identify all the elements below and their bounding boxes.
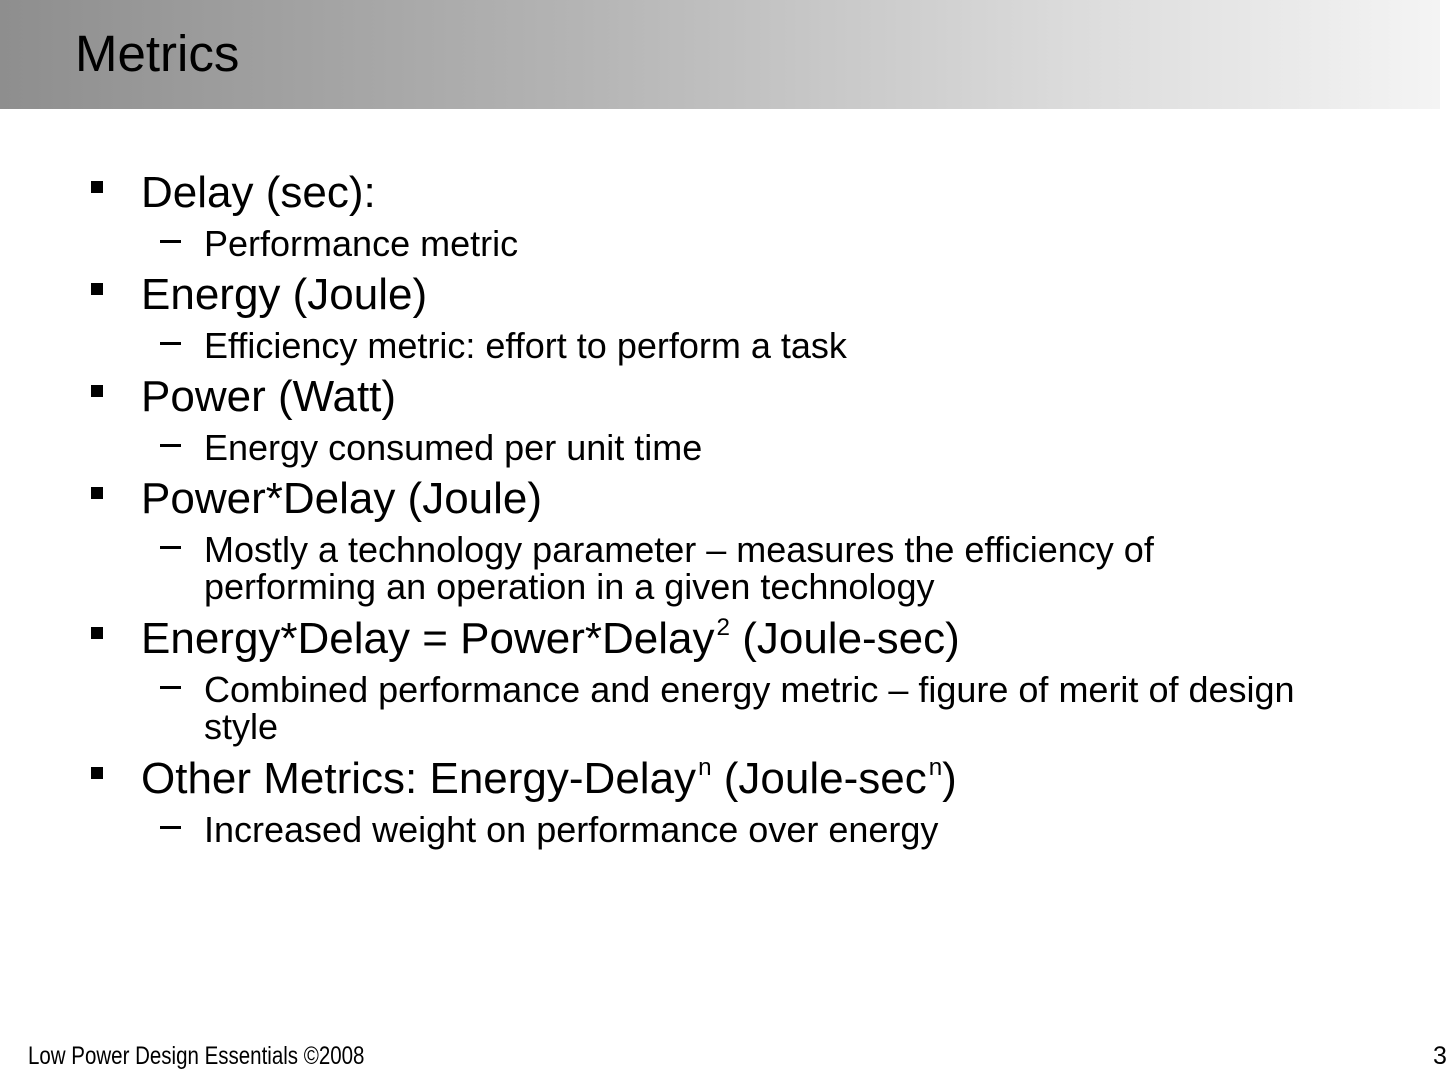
dash-bullet-icon bbox=[160, 546, 181, 549]
bullet-item: Power (Watt) bbox=[141, 372, 397, 421]
slide-title: Metrics bbox=[75, 25, 240, 82]
footer-text: Low Power Design Essentials ©2008 bbox=[28, 1042, 365, 1070]
bullet-text: ) bbox=[942, 754, 957, 803]
bullet-item bbox=[141, 753, 957, 803]
sub-bullet-item: Performance metric bbox=[204, 223, 519, 264]
dash-bullet-icon bbox=[160, 240, 181, 243]
sub-bullet-item: Energy consumed per unit time bbox=[204, 427, 703, 468]
square-bullet-icon bbox=[91, 181, 103, 193]
square-bullet-icon bbox=[91, 767, 103, 779]
bullet-item: Power*Delay (Joule) bbox=[141, 474, 543, 523]
bullet-item: Energy (Joule) bbox=[141, 270, 428, 319]
sub-bullet-item: Increased weight on performance over energy bbox=[204, 809, 939, 850]
bullet-text: (Joule-sec bbox=[711, 754, 927, 803]
superscript: n bbox=[698, 753, 712, 781]
sub-bullet-item: Combined performance and energy metric – figure of merit of design style bbox=[204, 669, 1295, 747]
sub-bullet-item: Mostly a technology parameter – measures the efficiency of performing an operation in a given technology bbox=[204, 529, 1154, 607]
sub-bullet-item: Efficiency metric: effort to perform a task bbox=[204, 325, 847, 366]
bullet-item bbox=[141, 613, 960, 663]
superscript: n bbox=[928, 753, 943, 781]
square-bullet-icon bbox=[91, 283, 103, 295]
bullet-text: Energy*Delay = Power*Delay bbox=[141, 614, 715, 663]
superscript: 2 bbox=[716, 613, 730, 641]
dash-bullet-icon bbox=[160, 826, 181, 829]
square-bullet-icon bbox=[91, 627, 103, 639]
dash-bullet-icon bbox=[160, 686, 181, 689]
square-bullet-icon bbox=[91, 487, 103, 499]
dash-bullet-icon bbox=[160, 342, 181, 345]
bullet-text: (Joule-sec) bbox=[729, 614, 960, 663]
square-bullet-icon bbox=[91, 385, 103, 397]
bullet-text: Other Metrics: Energy-Delay bbox=[141, 754, 697, 803]
bullet-item: Delay (sec): bbox=[141, 168, 376, 217]
dash-bullet-icon bbox=[160, 444, 181, 447]
page-number: 3 bbox=[1433, 1042, 1447, 1070]
